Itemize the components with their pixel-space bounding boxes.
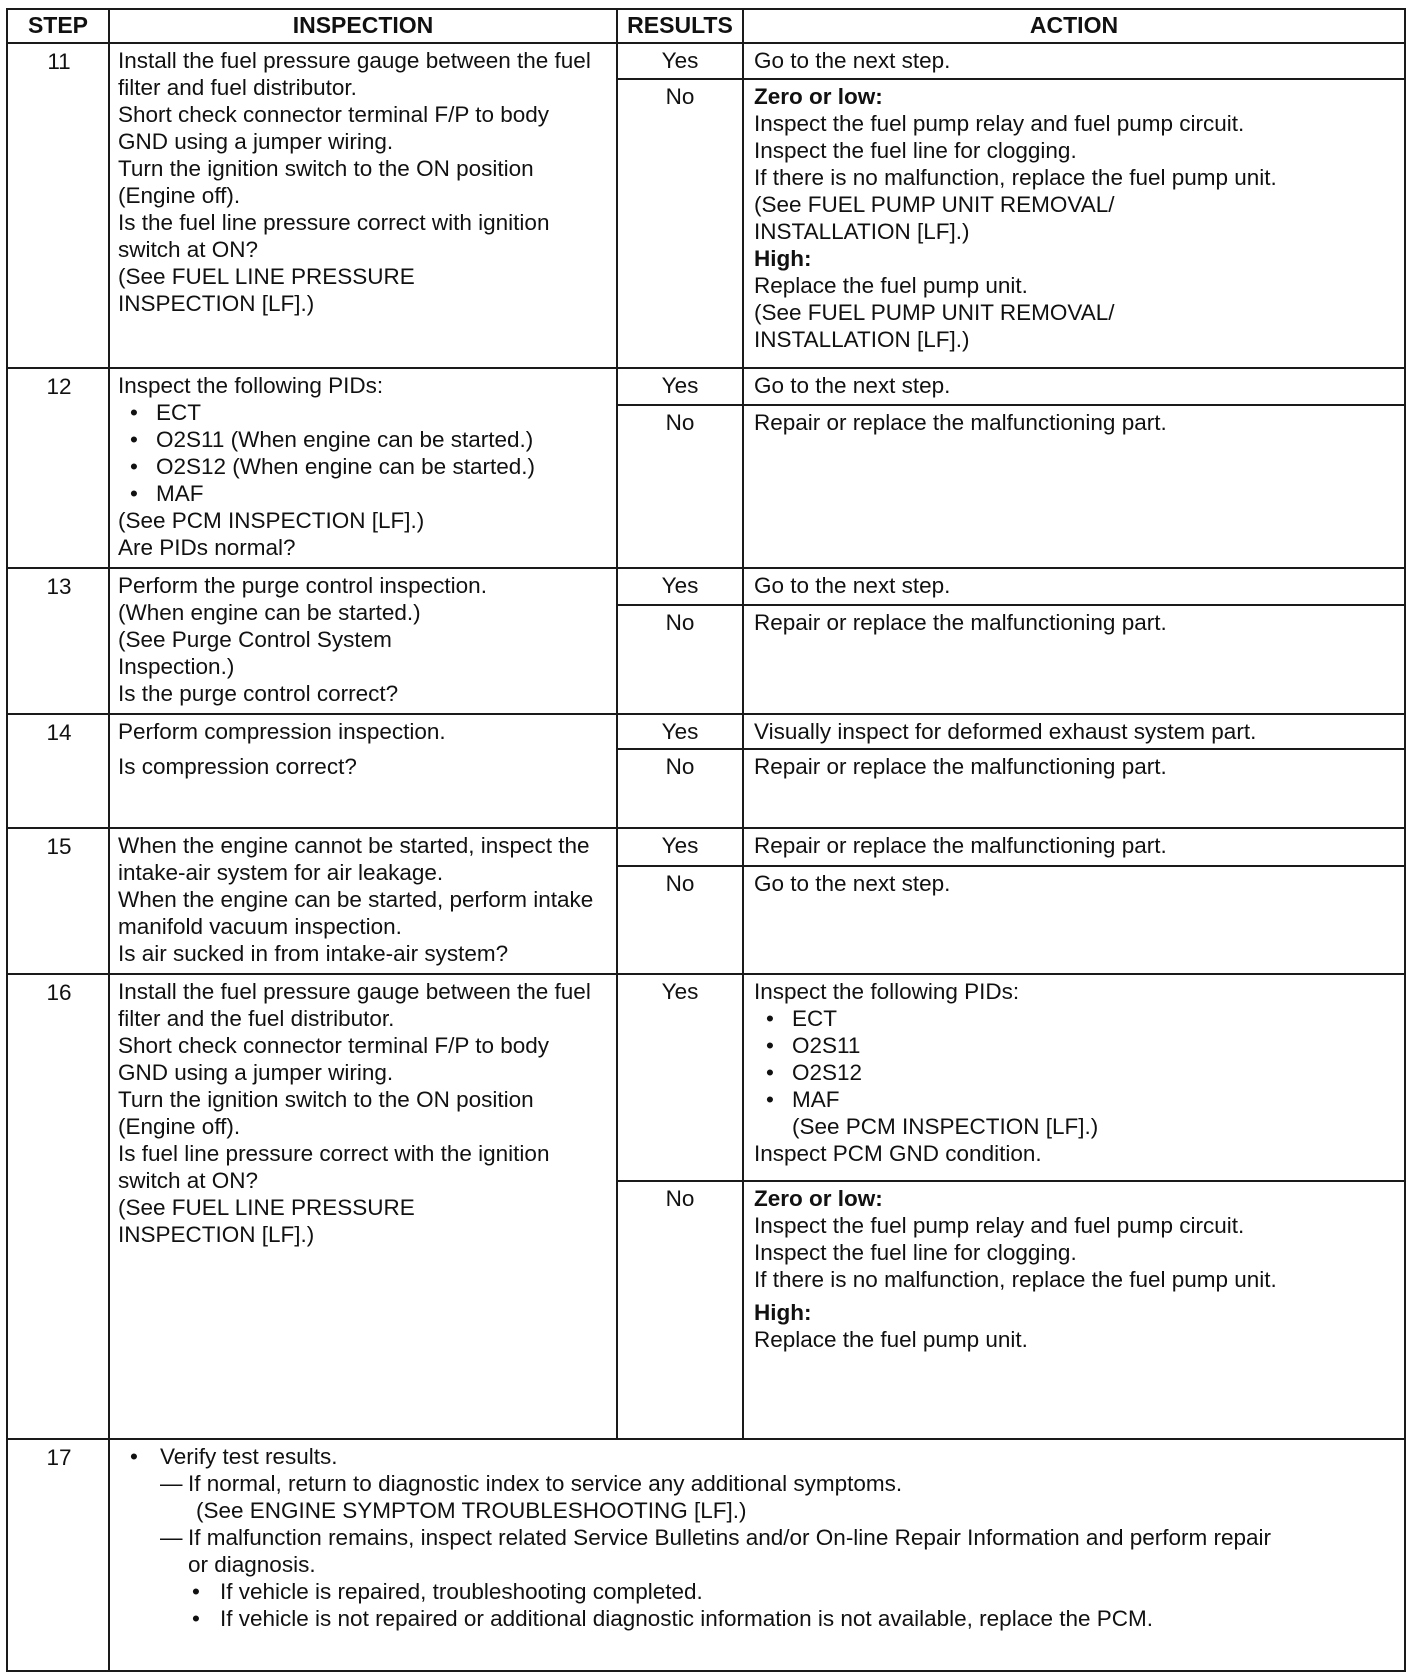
- inspection-line: filter and fuel distributor.: [118, 75, 357, 100]
- inspection-line: manifold vacuum inspection.: [118, 914, 402, 940]
- inspection-line: Is the purge control correct?: [118, 681, 399, 707]
- action-line: If there is no malfunction, replace the fuel pump unit.: [754, 1267, 1277, 1293]
- action-line: INSTALLATION [LF].): [754, 218, 970, 244]
- step-17-row: [7, 1439, 1405, 1671]
- dash-ref: (See ENGINE SYMPTOM TROUBLESHOOTING [LF].): [196, 1498, 747, 1524]
- inspection-line: Short check connector terminal F/P to body: [118, 102, 550, 127]
- pid-item: • O2S12: [766, 1059, 1398, 1086]
- pid-list: [118, 399, 610, 507]
- pid-item: • O2S11: [766, 1032, 1398, 1059]
- pid-item: • ECT: [766, 1005, 1398, 1032]
- step-number: 12: [7, 368, 109, 568]
- step-number: 15: [7, 828, 109, 973]
- action-line: Replace the fuel pump unit.: [754, 272, 1028, 298]
- pid-list: [754, 1005, 1398, 1113]
- inspection-line: When the engine cannot be started, inspect the: [118, 833, 590, 859]
- inspection-line: Are PIDs normal?: [118, 535, 296, 561]
- dash-text: or diagnosis.: [188, 1552, 316, 1578]
- step-number: 11: [7, 43, 109, 368]
- action-line: Inspect the fuel pump relay and fuel pump circuit.: [754, 1213, 1245, 1239]
- verify-list: [118, 1443, 1398, 1632]
- action-yes: Repair or replace the malfunctioning part.: [743, 828, 1405, 865]
- inspection-line: When the engine can be started, perform intake: [118, 887, 594, 913]
- action-line: Inspect PCM GND condition.: [754, 1140, 1042, 1166]
- action-line: Inspect the following PIDs:: [754, 978, 1020, 1004]
- result-yes: Yes: [617, 568, 743, 605]
- action-line: Inspect the fuel line for clogging.: [754, 137, 1077, 163]
- sub-item: • If vehicle is repaired, troubleshooting completed.: [192, 1578, 1398, 1605]
- verify-item: [130, 1443, 1398, 1632]
- step-11-yes-row: [7, 43, 1405, 79]
- result-no: No: [617, 1181, 743, 1439]
- inspection-line: (See PCM INSPECTION [LF].): [118, 508, 425, 534]
- inspection-line: (Engine off).: [118, 183, 241, 208]
- inspection-line: Is air sucked in from intake-air system?: [118, 941, 509, 967]
- dash-item-normal: [160, 1470, 1398, 1524]
- result-no: No: [617, 405, 743, 568]
- action-line: (See FUEL PUMP UNIT REMOVAL/: [754, 191, 1115, 217]
- step-12-inspection: [109, 368, 617, 568]
- action-yes: Visually inspect for deformed exhaust system part.: [743, 714, 1405, 750]
- result-yes: Yes: [617, 714, 743, 750]
- inspection-line: Perform the purge control inspection.: [118, 573, 487, 599]
- dash-item-malfunction: [160, 1524, 1398, 1632]
- inspection-line: INSPECTION [LF].): [118, 1221, 315, 1247]
- step-12-yes-row: [7, 368, 1405, 405]
- action-line: (See PCM INSPECTION [LF].): [792, 1113, 1099, 1139]
- result-no: No: [617, 866, 743, 974]
- inspection-line: Inspection.): [118, 654, 235, 680]
- inspection-line: Is the fuel line pressure correct with ignition: [118, 210, 550, 235]
- action-line: Inspect the fuel pump relay and fuel pump circuit.: [754, 110, 1245, 136]
- step-17-content: [109, 1439, 1405, 1671]
- sub-list: [188, 1578, 1398, 1632]
- inspection-line: Turn the ignition switch to the ON position: [118, 1086, 534, 1112]
- pid-item: • O2S11 (When engine can be started.): [130, 426, 610, 453]
- action-yes: [743, 974, 1405, 1181]
- pid-item: • MAF: [766, 1086, 1398, 1113]
- result-yes: Yes: [617, 974, 743, 1181]
- action-line: (See FUEL PUMP UNIT REMOVAL/: [754, 299, 1115, 325]
- inspection-line: (See FUEL LINE PRESSURE: [118, 264, 415, 289]
- header-results: RESULTS: [617, 9, 743, 43]
- header-row: [7, 9, 1405, 43]
- step-number: 16: [7, 974, 109, 1439]
- step-15-inspection: [109, 828, 617, 973]
- inspection-line: Turn the ignition switch to the ON position: [118, 156, 534, 181]
- inspection-line: (Engine off).: [118, 1113, 241, 1139]
- inspection-line: Install the fuel pressure gauge between the fuel: [118, 978, 591, 1004]
- inspection-line: switch at ON?: [118, 237, 259, 262]
- inspection-line: GND using a jumper wiring.: [118, 1059, 394, 1085]
- step-number: 14: [7, 714, 109, 829]
- inspection-line: intake-air system for air leakage.: [118, 860, 444, 886]
- result-yes: Yes: [617, 368, 743, 405]
- step-13-inspection: [109, 568, 617, 713]
- action-line: Inspect the fuel line for clogging.: [754, 1240, 1077, 1266]
- inspection-question: Is compression correct?: [118, 753, 357, 779]
- header-inspection: INSPECTION: [109, 9, 617, 43]
- pid-item: • ECT: [130, 399, 610, 426]
- step-13-yes-row: [7, 568, 1405, 605]
- sub-item: • If vehicle is not repaired or additional diagnostic information is not available, replace the PCM.: [192, 1605, 1398, 1632]
- inspection-line: switch at ON?: [118, 1167, 259, 1193]
- pid-item: • MAF: [130, 480, 610, 507]
- action-yes: Go to the next step.: [743, 368, 1405, 405]
- high-label: High:: [754, 1300, 812, 1326]
- result-no: No: [617, 79, 743, 369]
- inspection-line: (See FUEL LINE PRESSURE: [118, 1194, 415, 1220]
- step-number: 13: [7, 568, 109, 713]
- result-no: No: [617, 605, 743, 713]
- action-line: INSTALLATION [LF].): [754, 326, 970, 352]
- step-16-inspection: [109, 974, 617, 1439]
- action-no: Repair or replace the malfunctioning part.: [743, 405, 1405, 568]
- inspection-line: Install the fuel pressure gauge between the fuel: [118, 48, 591, 73]
- action-line: If there is no malfunction, replace the fuel pump unit.: [754, 164, 1277, 190]
- dash-list: [160, 1470, 1398, 1632]
- inspection-line: (When engine can be started.): [118, 600, 421, 626]
- inspection-line: filter and the fuel distributor.: [118, 1005, 395, 1031]
- step-15-yes-row: [7, 828, 1405, 865]
- inspection-line: Short check connector terminal F/P to body: [118, 1032, 550, 1058]
- result-no: No: [617, 749, 743, 828]
- step-11-inspection: [109, 43, 617, 368]
- step-14-inspection: [109, 714, 617, 829]
- inspection-line: GND using a jumper wiring.: [118, 129, 394, 154]
- action-no: Repair or replace the malfunctioning part.: [743, 749, 1405, 828]
- action-no: Go to the next step.: [743, 866, 1405, 974]
- header-step: STEP: [7, 9, 109, 43]
- action-line: Replace the fuel pump unit.: [754, 1327, 1028, 1353]
- action-no: [743, 79, 1405, 369]
- result-yes: Yes: [617, 828, 743, 865]
- inspection-line: INSPECTION [LF].): [118, 291, 315, 316]
- inspection-line: Inspect the following PIDs:: [118, 373, 384, 399]
- zero-or-low-label: Zero or low:: [754, 83, 883, 109]
- action-no: Repair or replace the malfunctioning part.: [743, 605, 1405, 713]
- high-label: High:: [754, 245, 812, 271]
- step-16-yes-row: [7, 974, 1405, 1181]
- step-number: 17: [7, 1439, 109, 1671]
- dash-text: — If malfunction remains, inspect related Service Bulletins and/or On-line Repair Information and perform repair: [188, 1525, 1272, 1551]
- inspection-line: (See Purge Control System: [118, 627, 392, 653]
- action-yes: Go to the next step.: [743, 43, 1405, 79]
- action-yes: Go to the next step.: [743, 568, 1405, 605]
- inspection-line: Perform compression inspection.: [118, 718, 446, 744]
- step-14-yes-row: [7, 714, 1405, 750]
- dash-text: — If normal, return to diagnostic index to service any additional symptoms.: [188, 1471, 903, 1497]
- result-yes: Yes: [617, 43, 743, 79]
- header-action: ACTION: [743, 9, 1405, 43]
- pid-item: • O2S12 (When engine can be started.): [130, 453, 610, 480]
- inspection-line: Is fuel line pressure correct with the ignition: [118, 1140, 550, 1166]
- action-no: [743, 1181, 1405, 1439]
- verify-text: • Verify test results.: [160, 1444, 338, 1470]
- zero-or-low-label: Zero or low:: [754, 1186, 883, 1212]
- diagnostic-table: [6, 8, 1406, 1672]
